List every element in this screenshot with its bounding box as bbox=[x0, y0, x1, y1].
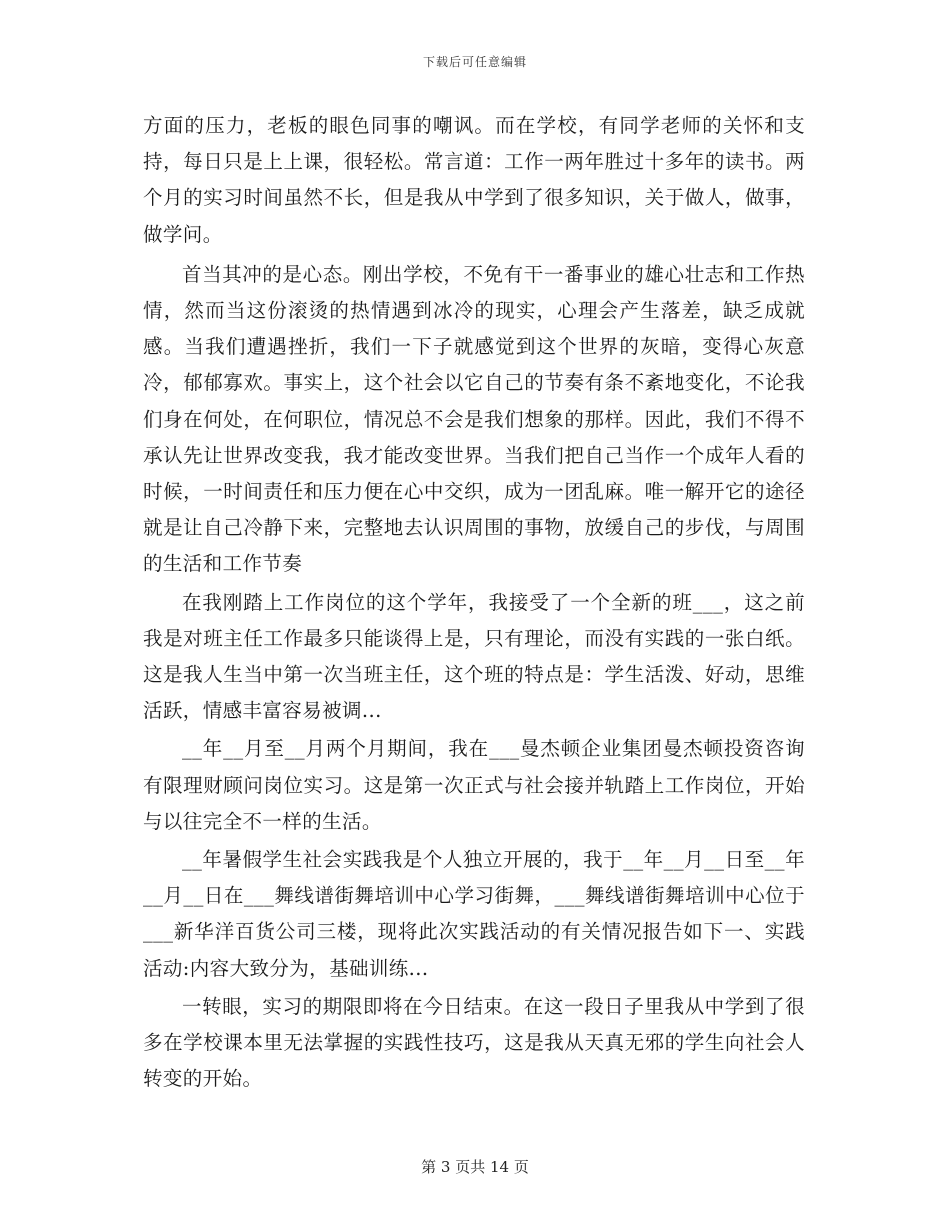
paragraph-4: __年__月至__月两个月期间，我在___曼杰顿企业集团曼杰顿投资咨询有限理财顾问岗位实习。这是第一次正式与社会接并轨踏上工作岗位，开始与以往完全不一样的生活。 bbox=[143, 737, 805, 833]
page-header: 下载后可任意编辑 bbox=[422, 55, 527, 69]
paragraph-6: 一转眼，实习的期限即将在今日结束。在这一段日子里我从中学到了很多在学校课本里无法掌握的实践性技巧，这是我从天真无邪的学生向社会人转变的开始。 bbox=[143, 994, 805, 1091]
paragraph-2: 首当其冲的是心态。刚出学校，不免有干一番事业的雄心壮志和工作热情，然而当这份滚烫的热情遇到冰冷的现实，心理会产生落差，缺乏成就感。当我们遭遇挫折，我们一下子就感觉到这个世界的灰暗，变得心灰意冷，郁郁寡欢。事实上，这个社会以它自己的节奏有条不紊地变化，不论我们身在何处，在何职位，情况总不会是我们想象的那样。因此，我们不得不承认先让世界改变我，我才能改变世界。当我们把自己当作一个成年人看的时候，一时间责任和压力便在心中交织，成为一团乱麻。唯一解开它的途径就是让自己冷静下来，完整地去认识周围的事物，放缓自己的步伐，与周围的生活和工作节奏 bbox=[143, 262, 805, 576]
document-body bbox=[143, 108, 805, 1097]
paragraph-3: 在我刚踏上工作岗位的这个学年，我接受了一个全新的班___，这之前我是对班主任工作最多只能谈得上是，只有理论，而没有实践的一张白纸。这是我人生当中第一次当班主任，这个班的特点是：学生活泼、好动，思维活跃，情感丰富容易被调... bbox=[143, 590, 805, 723]
paragraph-1: 方面的压力，老板的眼色同事的嘲讽。而在学校，有同学老师的关怀和支持，每日只是上上课，很轻松。常言道：工作一两年胜过十多年的读书。两个月的实习时间虽然不长，但是我从中学到了很多知识，关于做人，做事，做学问。 bbox=[143, 114, 805, 246]
page-number: 第 3 页共 14 页 bbox=[421, 1158, 529, 1176]
paragraph-5: __年暑假学生社会实践我是个人独立开展的，我于__年__月__日至__年__月__日在___舞线谱街舞培训中心学习街舞，___舞线谱街舞培训中心位于___新华洋百货公司三楼，现将此次实践活动的有关情况报告如下一、实践活动:内容大致分为，基础训练... bbox=[143, 848, 805, 980]
